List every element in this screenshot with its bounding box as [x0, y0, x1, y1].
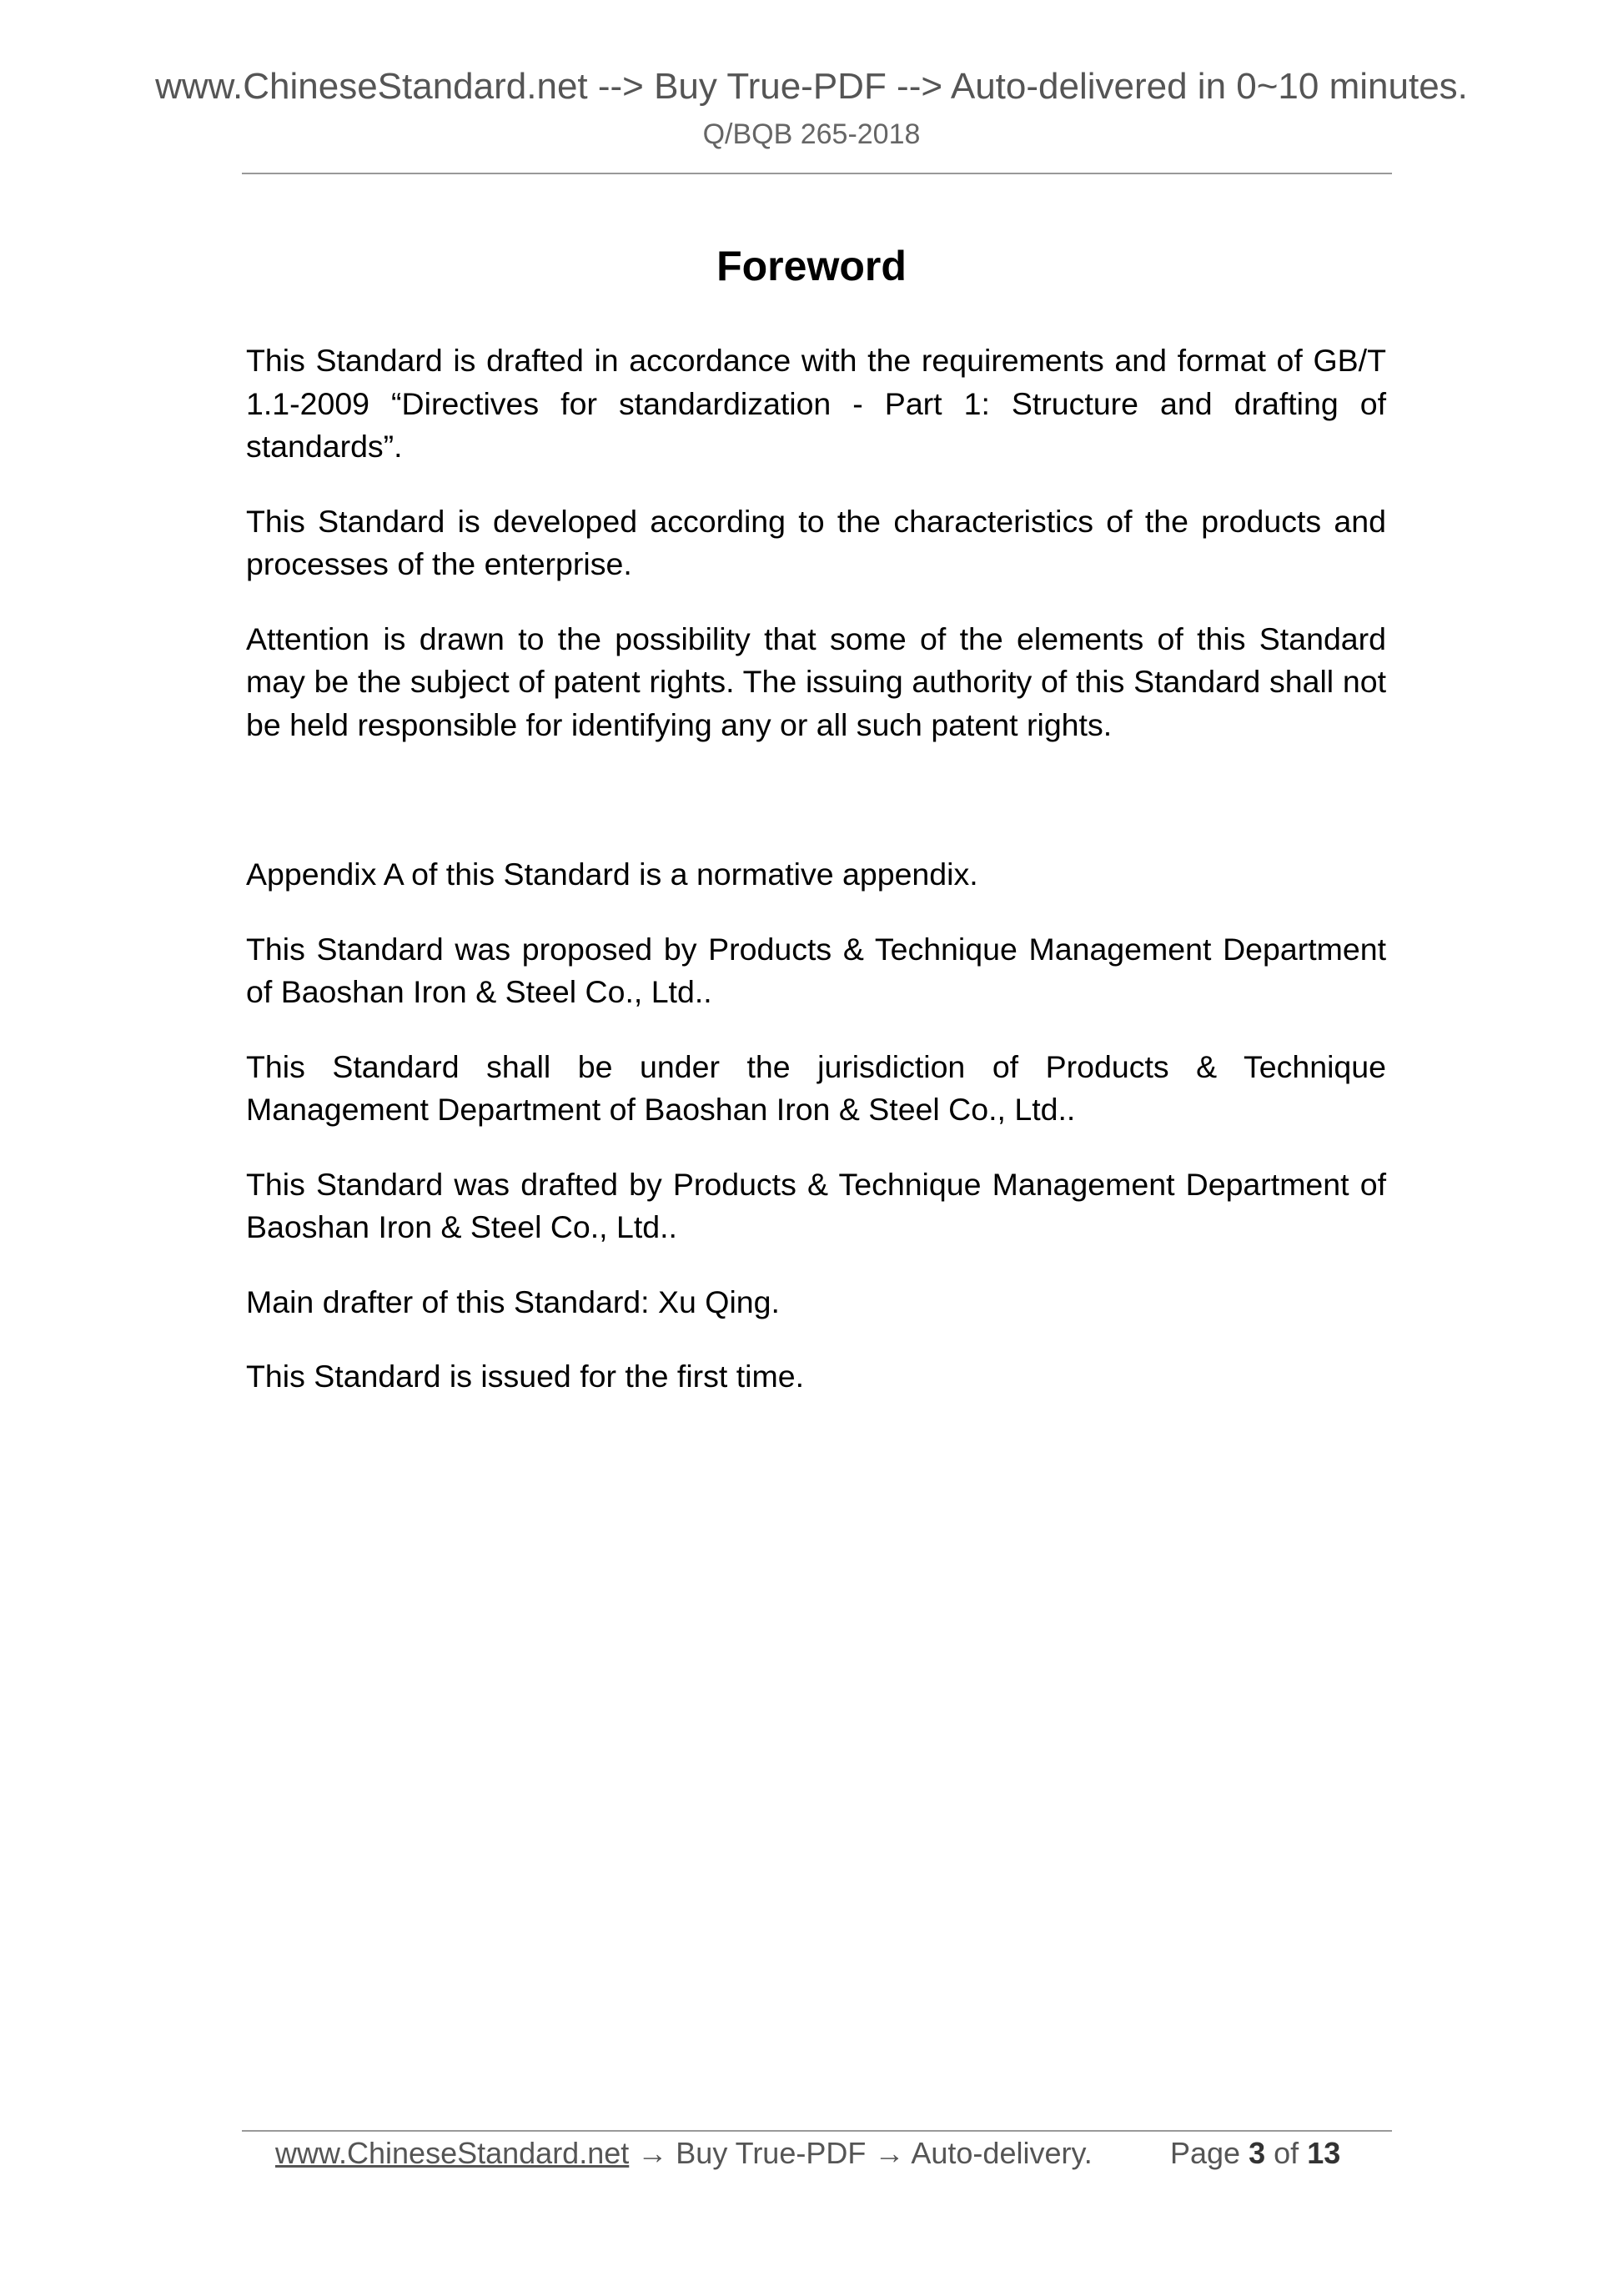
page-title: Foreword: [716, 243, 907, 289]
paragraph-main-drafter: Main drafter of this Standard: Xu Qing.: [246, 1284, 780, 1319]
paragraph-drafting-unit: This Standard was drafted by Products & Technique Management Department of Baoshan Iron & Steel Co., Ltd..: [246, 1166, 1386, 1244]
footer-links: [275, 2133, 1093, 2174]
footer-site-link[interactable]: www.ChineseStandard.net: [275, 2136, 630, 2170]
foreword-body: [246, 339, 1386, 1399]
paragraph-issue-status: This Standard is issued for the first time.: [246, 1359, 805, 1394]
arrow-right-icon: →: [637, 2136, 668, 2170]
page-label: Page: [1170, 2136, 1241, 2170]
header-banner: www.ChineseStandard.net --> Buy True-PDF --> Auto-delivered in 0~10 minutes.: [155, 66, 1468, 107]
arrow-right-icon: →: [874, 2136, 905, 2170]
footer-buy-text: Buy True-PDF: [676, 2136, 867, 2170]
total-pages: 13: [1307, 2136, 1341, 2170]
page-number: [1170, 2133, 1340, 2174]
footer-delivery-text: Auto-delivery.: [911, 2136, 1093, 2170]
document-code: Q/BQB 265-2018: [702, 118, 921, 150]
of-label: of: [1274, 2136, 1299, 2170]
paragraph-patent-notice: Attention is drawn to the possibility that some of the elements of this Standard may be the subject of patent rights. The issuing authority of this Standard shall not be held responsible for identifying any or all such patent rights.: [246, 620, 1386, 742]
paragraph-jurisdiction: This Standard shall be under the jurisdiction of Products & Technique Management Department of Baoshan Iron & Steel Co., Ltd..: [246, 1048, 1386, 1127]
paragraph-development-basis: This Standard is developed according to the characteristics of the products and processes of the enterprise.: [246, 503, 1386, 581]
paragraph-proposer: This Standard was proposed by Products & Technique Management Department of Baoshan Iron & Steel Co., Ltd..: [246, 931, 1386, 1009]
page-footer: [275, 2133, 1359, 2174]
header-divider: [242, 173, 1392, 174]
current-page: 3: [1249, 2136, 1266, 2170]
footer-divider: [242, 2130, 1392, 2132]
paragraph-drafting-format: This Standard is drafted in accordance with the requirements and format of GB/T 1.1-2009 “Directives for standardization - Part 1: Structure and drafting of standards”.: [246, 343, 1386, 464]
paragraph-appendix-note: Appendix A of this Standard is a normative appendix.: [246, 857, 978, 892]
